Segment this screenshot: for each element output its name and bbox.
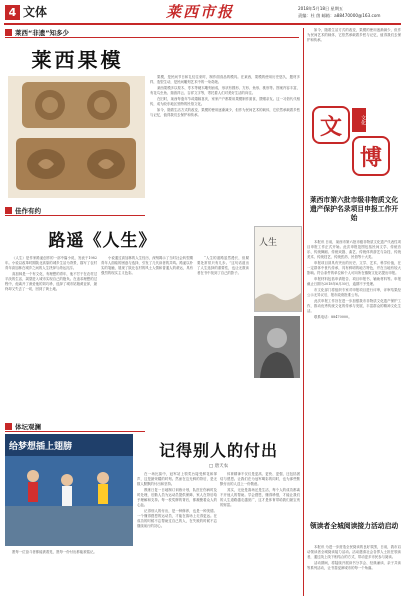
section-label-jiazuo: [5, 206, 145, 216]
brief-title-yuedu: 领读者全城阅读接力活动启动: [309, 522, 399, 530]
article-body-fuchu-left: [5, 550, 133, 598]
article-body-rensheng-right: [197, 256, 249, 416]
article-title-guomo: 莱西果模: [31, 48, 124, 72]
wenbo-logo-right-char: 博: [359, 144, 382, 171]
paragraph: 体育精神不仅仅是更高、更快、更强，还包括团结与感恩。让我们在为冠军喝彩的同时，也为那些默默付出的人送上一份敬意。: [220, 472, 300, 486]
guomo-continued: [307, 28, 401, 98]
wenbo-logo-right: [352, 136, 390, 176]
paragraph: 在旧时，莱西每逢年节或婚嫁喜庆，家家户户都要用果模制作面食，馈赠亲友。这一习俗代代相传，成为胶东地区独特的民俗文化。: [150, 97, 300, 106]
paragraph: 其实，无论是赛场还是生活，每个人的成功都离不开他人的帮助。学会感恩，懂得珍惜，才能让我们的人生道路越走越宽广，这才是体育带给我们最宝贵的财富。: [220, 488, 300, 507]
paragraph: 此次申报工作旨在进一步加强我市非物质文化遗产保护工作，推动优秀传统文化的传承与发展，丰富群众的精神文化生活。: [307, 299, 401, 313]
paragraph: 如今，随着生活方式的改变，果模的使用逐渐减少，但作为民间艺术的载体，它依然承载着乡愁与记忆，值得我们去保护和传承。: [150, 108, 300, 117]
article-body-rensheng-left: [5, 256, 97, 416]
article-body-guomo: [150, 75, 300, 200]
page-number: 4: [8, 6, 17, 19]
article-body-fuchu-right: [220, 472, 300, 596]
banner-text: 给梦想插上翅膀: [9, 442, 73, 452]
section-marker: [5, 423, 12, 430]
paragraph: 申报项目须具有突出的历史、文学、艺术、科学价值，在一定群体中世代传承，具有鲜明的地方特色，并在当地有较大影响。符合条件的单位和个人可向所在镇街文化站提出申报。: [307, 261, 401, 275]
section-label-text: 佳作有约: [15, 207, 41, 215]
paragraph: 《人生》是作家路遥创作的一部中篇小说，发表于1982年。小说以改革时期陕北高原的城乡生活为背景，描写了农村青年高加林在城乡之间的人生抉择与命运沉浮。: [5, 256, 97, 270]
book-cover-art: [255, 277, 301, 311]
paragraph: 果模，是民间节日和礼仪往来时，制作面食品的模具。在莱西，果模的使用历史悠久，题材多样，造型生动，是民间雕刻艺术中的一朵奇葩。: [150, 75, 300, 84]
paragraph: 教练日复一日地制订训练计划，队医在伤病时及时处理，后勤人员为运动员提供保障，家人在背后给予理解和支持。每一枚奖牌的背后，都凝聚着众人的心血。: [137, 488, 217, 507]
paragraph: 本报讯 日前，莱西市第六批市级非物质文化遗产代表性项目申报工作正式开始。此次申报范围包括民间文学、传统音乐、传统舞蹈、传统戏剧、曲艺、传统体育游艺与杂技、传统美术、传统技艺、传统医药、民俗等十大类。: [307, 240, 401, 259]
paragraph: 如今，随着生活方式的改变，果模的使用逐渐减少，但作为民间艺术的载体，它依然承载着乡愁与记忆，值得我们去保护和传承。: [307, 28, 401, 42]
section-label-feiyi: [5, 28, 299, 38]
article-body-rensheng-mid: [101, 256, 193, 416]
guomo-photo: [8, 76, 145, 198]
article-title-rensheng: 路遥《人生》: [48, 231, 157, 251]
paragraph: 小说通过高加林的人生经历，深刻揭示了当时社会转型期青年人面临的困惑与选择，引发了几代读者的共鸣。路遥以朴实的笔触，展现了陕北农村的风土人情和普通人的命运，具有强烈的现实主义色彩。: [101, 256, 193, 275]
paragraph: 高加林是一个有文化、有理想的青年，他不甘于在农村过平淡的生活，渴望进入城市实现自己的抱负。在追求理想的过程中，他离开了深爱他的刘巧珍，选择了城市姑娘黄亚萍，最终却又失去了一切，回到了黄土地。: [5, 272, 97, 291]
news-body-feiyi: [307, 240, 401, 514]
paragraph: “人生的道路虽然漫长，但紧要处常常只有几步。”这句话道出了人生选择的重要性，也让无数读者在书中找到了自己的影子。: [197, 256, 249, 275]
section-label-text: 体坛观澜: [15, 423, 41, 431]
article-title-fuchu: 记得别人的付出: [158, 441, 278, 460]
book-cover: [254, 226, 302, 312]
wooden-mold-illustration: [8, 76, 145, 198]
paragraph: 在一场比赛中，冠军站上领奖台接受鲜花和掌声，这是最荣耀的时刻。然而在这光鲜的背后，是无数人默默的付出和坚持。: [137, 472, 217, 486]
page-number-box: [5, 5, 20, 20]
paragraph: 愿每一位奋斗者都能被看见，愿每一份付出都能被铭记。: [12, 550, 97, 554]
wenbo-logo-small: 文化: [352, 108, 366, 132]
section-label-text: 莱西“非遗”知多少: [15, 29, 70, 37]
section-name: 文体: [23, 5, 48, 19]
editor-line: 责编：杜 茵 邮箱：a88470000@163.com: [298, 13, 381, 18]
sports-photo: [5, 434, 133, 546]
header-rule: [4, 23, 401, 25]
paragraph: 联系电话：88470000。: [314, 315, 352, 319]
paragraph: 本报讯 为进一步营造全民阅读的良好氛围，日前，我市启动领读者全城阅读接力活动。活动邀请社会各界人士担任领读者，通过线上线下相结合的方式，带动更多市民参与阅读。: [307, 545, 401, 559]
masthead: 莱西市报: [165, 3, 234, 21]
wenbo-logo: [312, 106, 392, 186]
section-marker: [5, 207, 12, 214]
brief-body-yuedu: [307, 545, 401, 597]
book-cover-title: 人生: [259, 238, 278, 248]
article-body-fuchu-mid: [137, 472, 217, 596]
paragraph: 活动期间，将陆续开展读书分享会、经典诵读、亲子共读等系列活动，让书香浸润城市的每一个角落。: [307, 561, 401, 570]
section-label-tiyu: [5, 422, 145, 432]
paragraph: 申报材料包括申请报告、项目申报书、辅助材料等。申报截止日期为2018年6月30日，逾期不予受理。: [307, 277, 401, 286]
portrait-illustration: [254, 316, 300, 378]
paragraph: 莱西果模多以梨木、枣木等硬木雕刻而成，形状有圆形、方形、鱼形、桃形等。图案内容丰富，有花鸟虫鱼、瑞兽祥云、吉祥文字等，寄托着人们对美好生活的向往。: [150, 86, 300, 95]
paragraph: 市文化部门将组织专家对申报项目进行评审，评审结果经公示无异议后，报市政府批准公布。: [307, 288, 401, 297]
page-header: [0, 0, 405, 24]
byline: □ 唐天农: [208, 464, 229, 469]
wenbo-logo-left-char: 文: [319, 113, 342, 140]
date-line: 2018年5月18日 星期五: [298, 6, 344, 11]
section-marker: [5, 29, 12, 36]
news-title-feiyi: 莱西市第六批市级非物质文化遗产保护名录项目申报工作开始: [309, 196, 399, 222]
author-photo: [254, 316, 300, 378]
wenbo-logo-left: [312, 106, 350, 144]
paragraph: 记得别人的付出，是一种修养，也是一种美德。一个懂得感恩的运动员，才能在赛场上走得更远。在成功的时候不忘帮助过自己的人，在失败的时候不忘继续前行的初心。: [137, 509, 217, 528]
column-divider: [303, 28, 304, 596]
